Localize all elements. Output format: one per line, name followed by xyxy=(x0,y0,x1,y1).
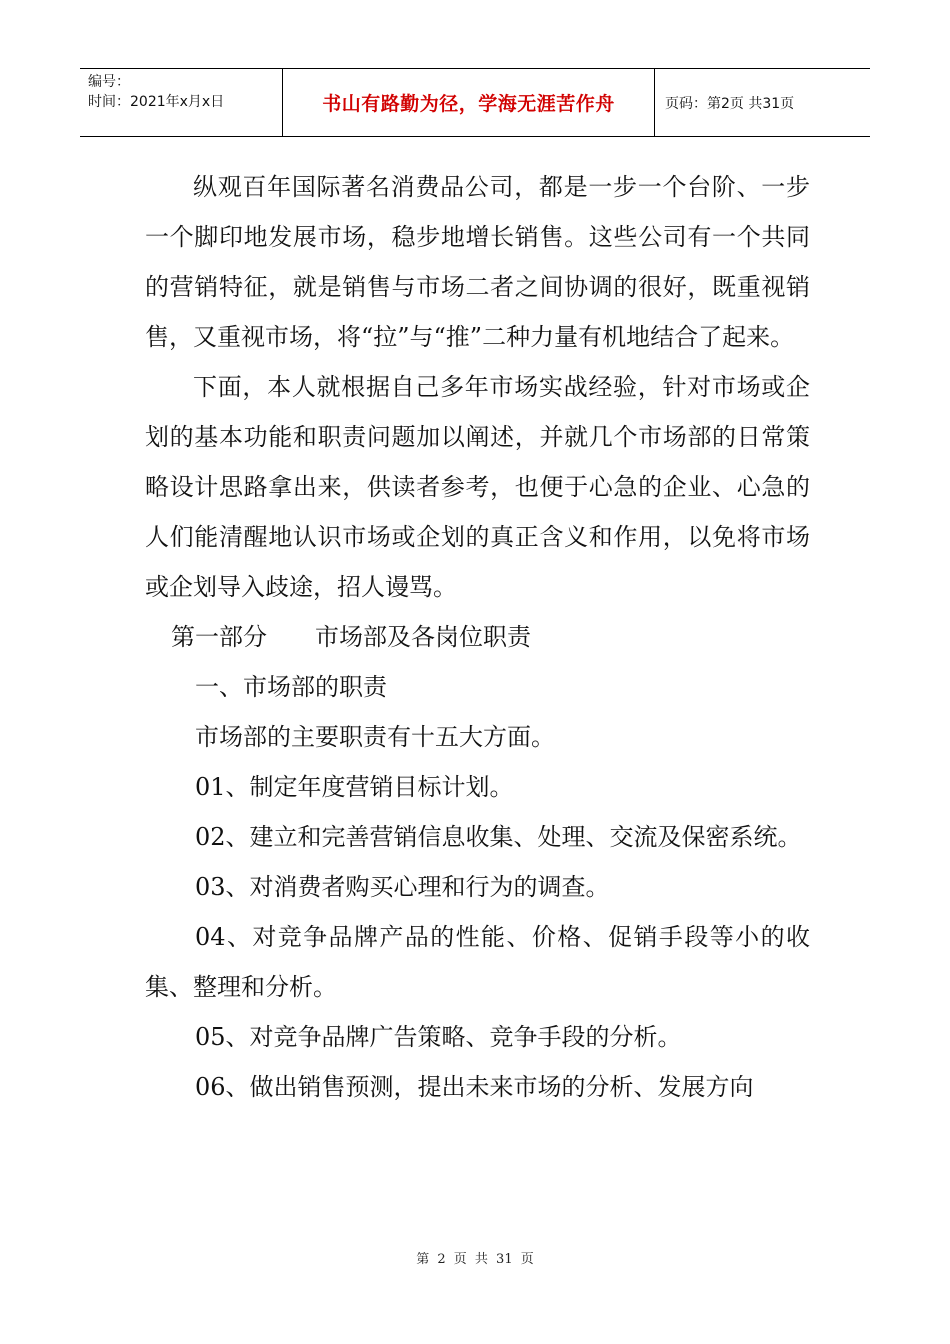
list-item: 03、对消费者购买心理和行为的调查。 xyxy=(195,873,610,901)
list-item: 04、对竞争品牌产品的性能、价格、促销手段等小的收集、整理和分析。 xyxy=(145,923,810,1001)
list-item: 05、对竞争品牌广告策略、竞争手段的分析。 xyxy=(195,1023,682,1051)
date-label: 时间：2021年x月x日 xyxy=(88,94,225,110)
section-title: 一、市场部的职责 xyxy=(195,673,387,701)
serial-number-label: 编号： xyxy=(88,74,130,90)
header-page-info: 页码：第2页 共31页 xyxy=(665,95,795,112)
paragraph: 下面，本人就根据自己多年市场实战经验，针对市场或企划的基本功能和职责问题加以阐述，并就几个市场部的日常策略设计思路拿出来，供读者参考，也便于心急的企业、心急的人们能清醒地认识市场或企划的真正含义和作用，以免将市场或企划导入歧途，招人谩骂。 xyxy=(145,373,810,601)
page-footer: 第 2 页 共 31 页 xyxy=(416,1252,534,1267)
list-item: 01、制定年度营销目标计划。 xyxy=(195,773,514,801)
list-item: 02、建立和完善营销信息收集、处理、交流及保密系统。 xyxy=(195,823,802,851)
section-intro: 市场部的主要职责有十五大方面。 xyxy=(195,723,555,751)
header-motto: 书山有路勤为径，学海无涯苦作舟 xyxy=(283,69,655,136)
list-item: 06、做出销售预测，提出未来市场的分析、发展方向 xyxy=(195,1073,754,1101)
document-body xyxy=(145,162,810,1112)
header-meta-cell xyxy=(80,69,283,136)
document-header xyxy=(80,68,870,137)
part-title: 第一部分 市场部及各岗位职责 xyxy=(171,623,531,651)
paragraph: 纵观百年国际著名消费品公司，都是一步一个台阶、一步一个脚印地发展市场，稳步地增长销售。这些公司有一个共同的营销特征，就是销售与市场二者之间协调的很好，既重视销售，又重视市场，将“拉”与“推”二种力量有机地结合了起来。 xyxy=(145,173,810,351)
